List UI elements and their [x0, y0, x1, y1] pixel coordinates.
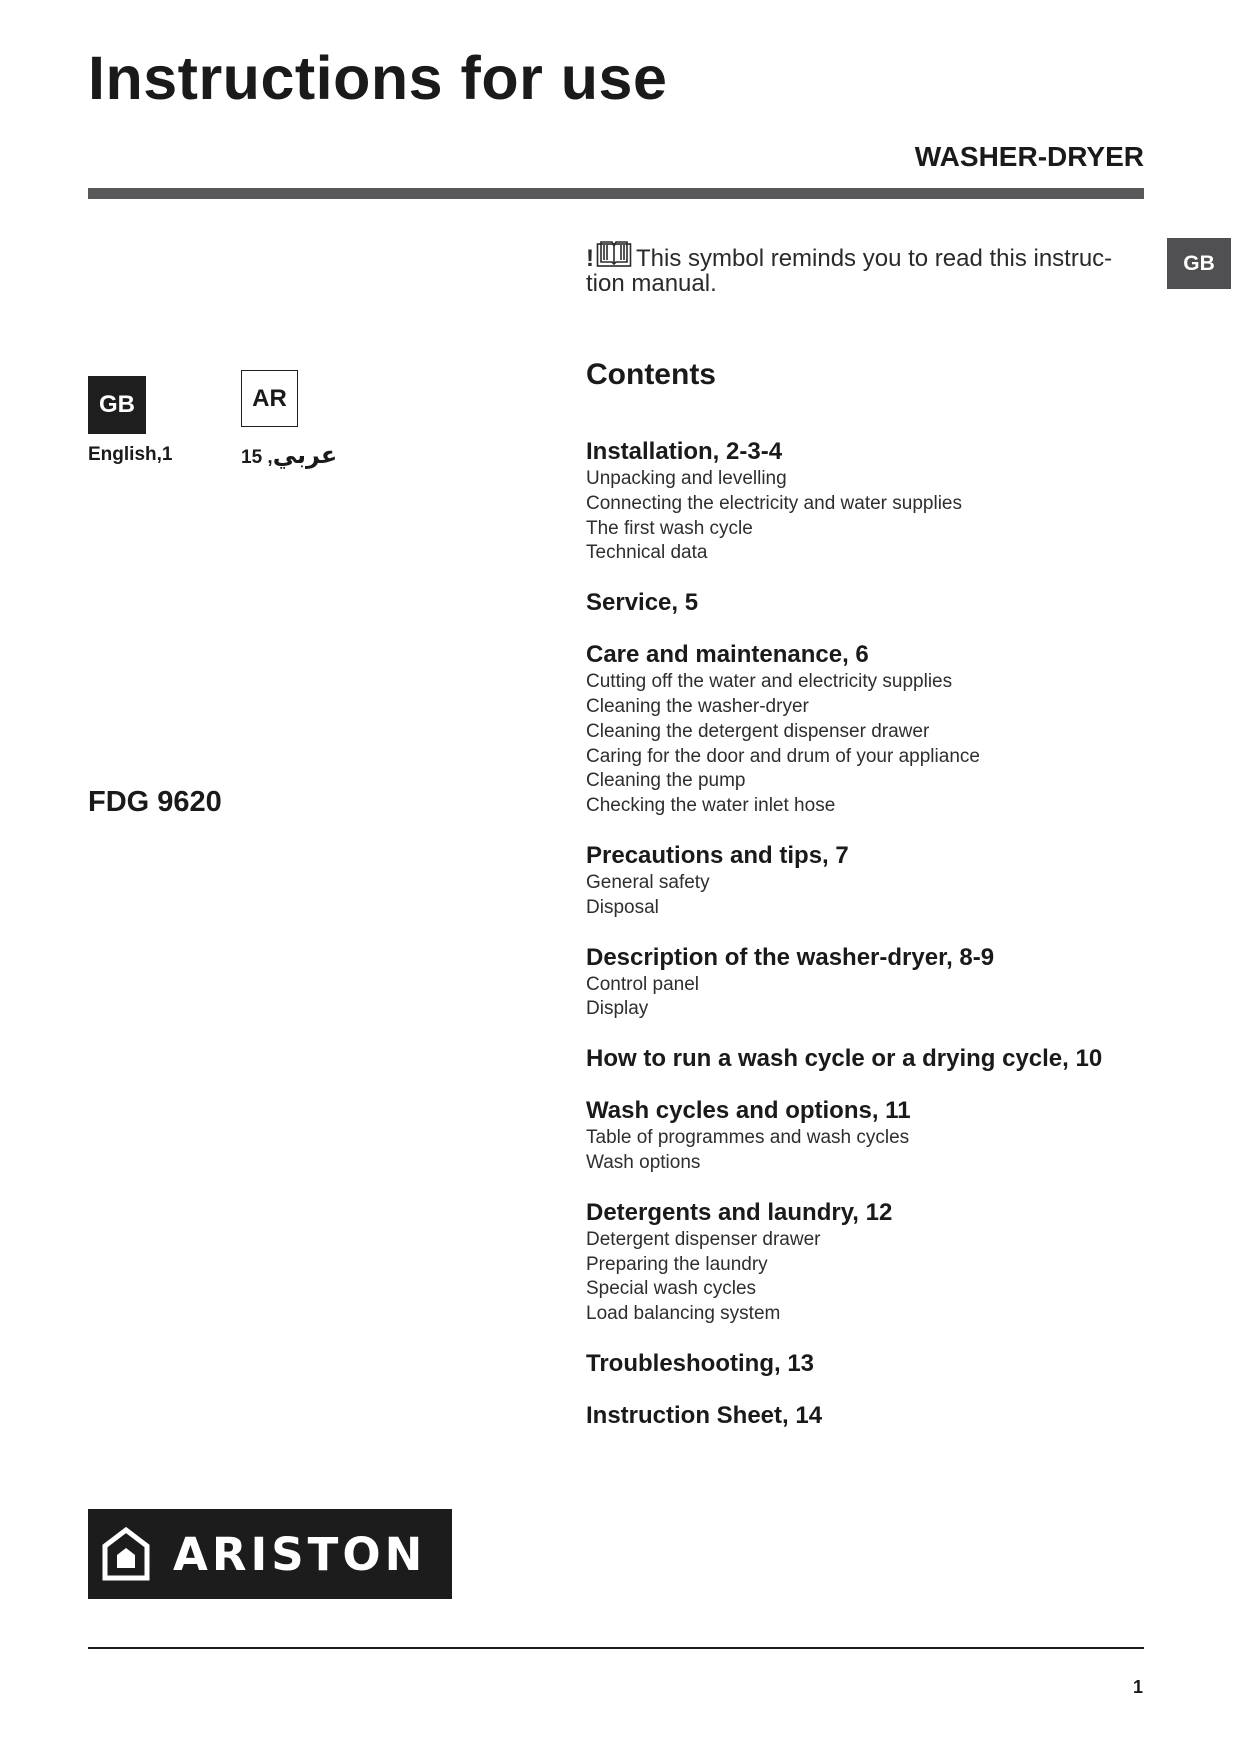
language-badge-gb: GB	[88, 376, 146, 434]
toc-item: Special wash cycles	[586, 1278, 757, 1300]
toc-item: Disposal	[586, 896, 659, 918]
toc-section	[586, 1044, 1186, 1074]
arabic-page-ref: , 15	[241, 447, 273, 468]
header-rule	[88, 188, 1144, 199]
toc-section	[586, 841, 1186, 921]
exclamation-mark: !	[586, 245, 594, 272]
toc-section	[586, 437, 1186, 566]
toc-section-title: Precautions and tips, 7	[586, 841, 849, 869]
toc-section-title: Troubleshooting, 13	[586, 1349, 815, 1377]
toc-section	[586, 588, 1186, 618]
toc-section-title: Service, 5	[586, 589, 699, 617]
symbol-note	[586, 240, 1146, 296]
language-english-label: English,1	[88, 444, 173, 465]
toc-section	[586, 1198, 1186, 1327]
arabic-script: عربي	[272, 441, 338, 469]
toc-section-title: How to run a wash cycle or a drying cycle, 10	[586, 1045, 1103, 1073]
toc-section-title: Description of the washer-dryer, 8-9	[586, 943, 995, 971]
toc-item: Unpacking and levelling	[586, 468, 787, 489]
house-logo-icon	[101, 1526, 151, 1582]
page-title: Instructions for use	[88, 44, 668, 112]
language-arabic-label	[241, 441, 337, 469]
footer-rule	[88, 1647, 1144, 1649]
toc-item: Connecting the electricity and water supplies	[586, 492, 962, 514]
language-badge-ar: AR	[241, 370, 298, 427]
toc-item: Caring for the door and drum of your appliance	[586, 745, 980, 767]
toc-item: Wash options	[586, 1151, 701, 1173]
toc-item: Load balancing system	[586, 1303, 781, 1325]
toc-item: Detergent dispenser drawer	[586, 1228, 821, 1250]
toc-section-title: Detergents and laundry, 12	[586, 1198, 893, 1226]
toc-section-title: Wash cycles and options, 11	[586, 1097, 911, 1125]
page-number: 1	[1132, 1677, 1143, 1697]
toc-item: Display	[586, 998, 649, 1020]
language-side-tab: GB	[1167, 238, 1231, 289]
toc-item: Table of programmes and wash cycles	[586, 1127, 910, 1149]
toc-item: Cleaning the washer-dryer	[586, 695, 809, 717]
toc-section	[586, 943, 1186, 1023]
contents-heading: Contents	[586, 358, 716, 391]
toc-section	[586, 1096, 1186, 1176]
toc-item: Technical data	[586, 542, 708, 564]
table-of-contents	[586, 437, 1186, 1453]
product-type: WASHER-DRYER	[914, 141, 1144, 172]
model-number: FDG 9620	[88, 786, 222, 818]
toc-item: General safety	[586, 871, 710, 893]
toc-item: Cleaning the detergent dispenser drawer	[586, 720, 930, 742]
toc-item: Control panel	[586, 973, 700, 995]
toc-section-title: Care and maintenance, 6	[586, 641, 869, 669]
toc-section	[586, 1401, 1186, 1431]
toc-item: The first wash cycle	[586, 517, 753, 539]
brand-name: ARISTON	[173, 1527, 427, 1581]
toc-section-title: Installation, 2-3-4	[586, 438, 783, 465]
toc-item: Checking the water inlet hose	[586, 795, 836, 817]
toc-item: Preparing the laundry	[586, 1253, 768, 1275]
toc-section	[586, 1349, 1186, 1379]
brand-logo	[88, 1509, 452, 1599]
toc-item: Cleaning the pump	[586, 770, 746, 792]
toc-item: Cutting off the water and electricity supplies	[586, 671, 953, 693]
toc-section	[586, 640, 1186, 819]
symbol-note-text: This symbol reminds you to read this instruc-tion manual.	[586, 245, 1113, 297]
open-book-icon	[596, 240, 632, 268]
toc-section-title: Instruction Sheet, 14	[586, 1401, 823, 1429]
